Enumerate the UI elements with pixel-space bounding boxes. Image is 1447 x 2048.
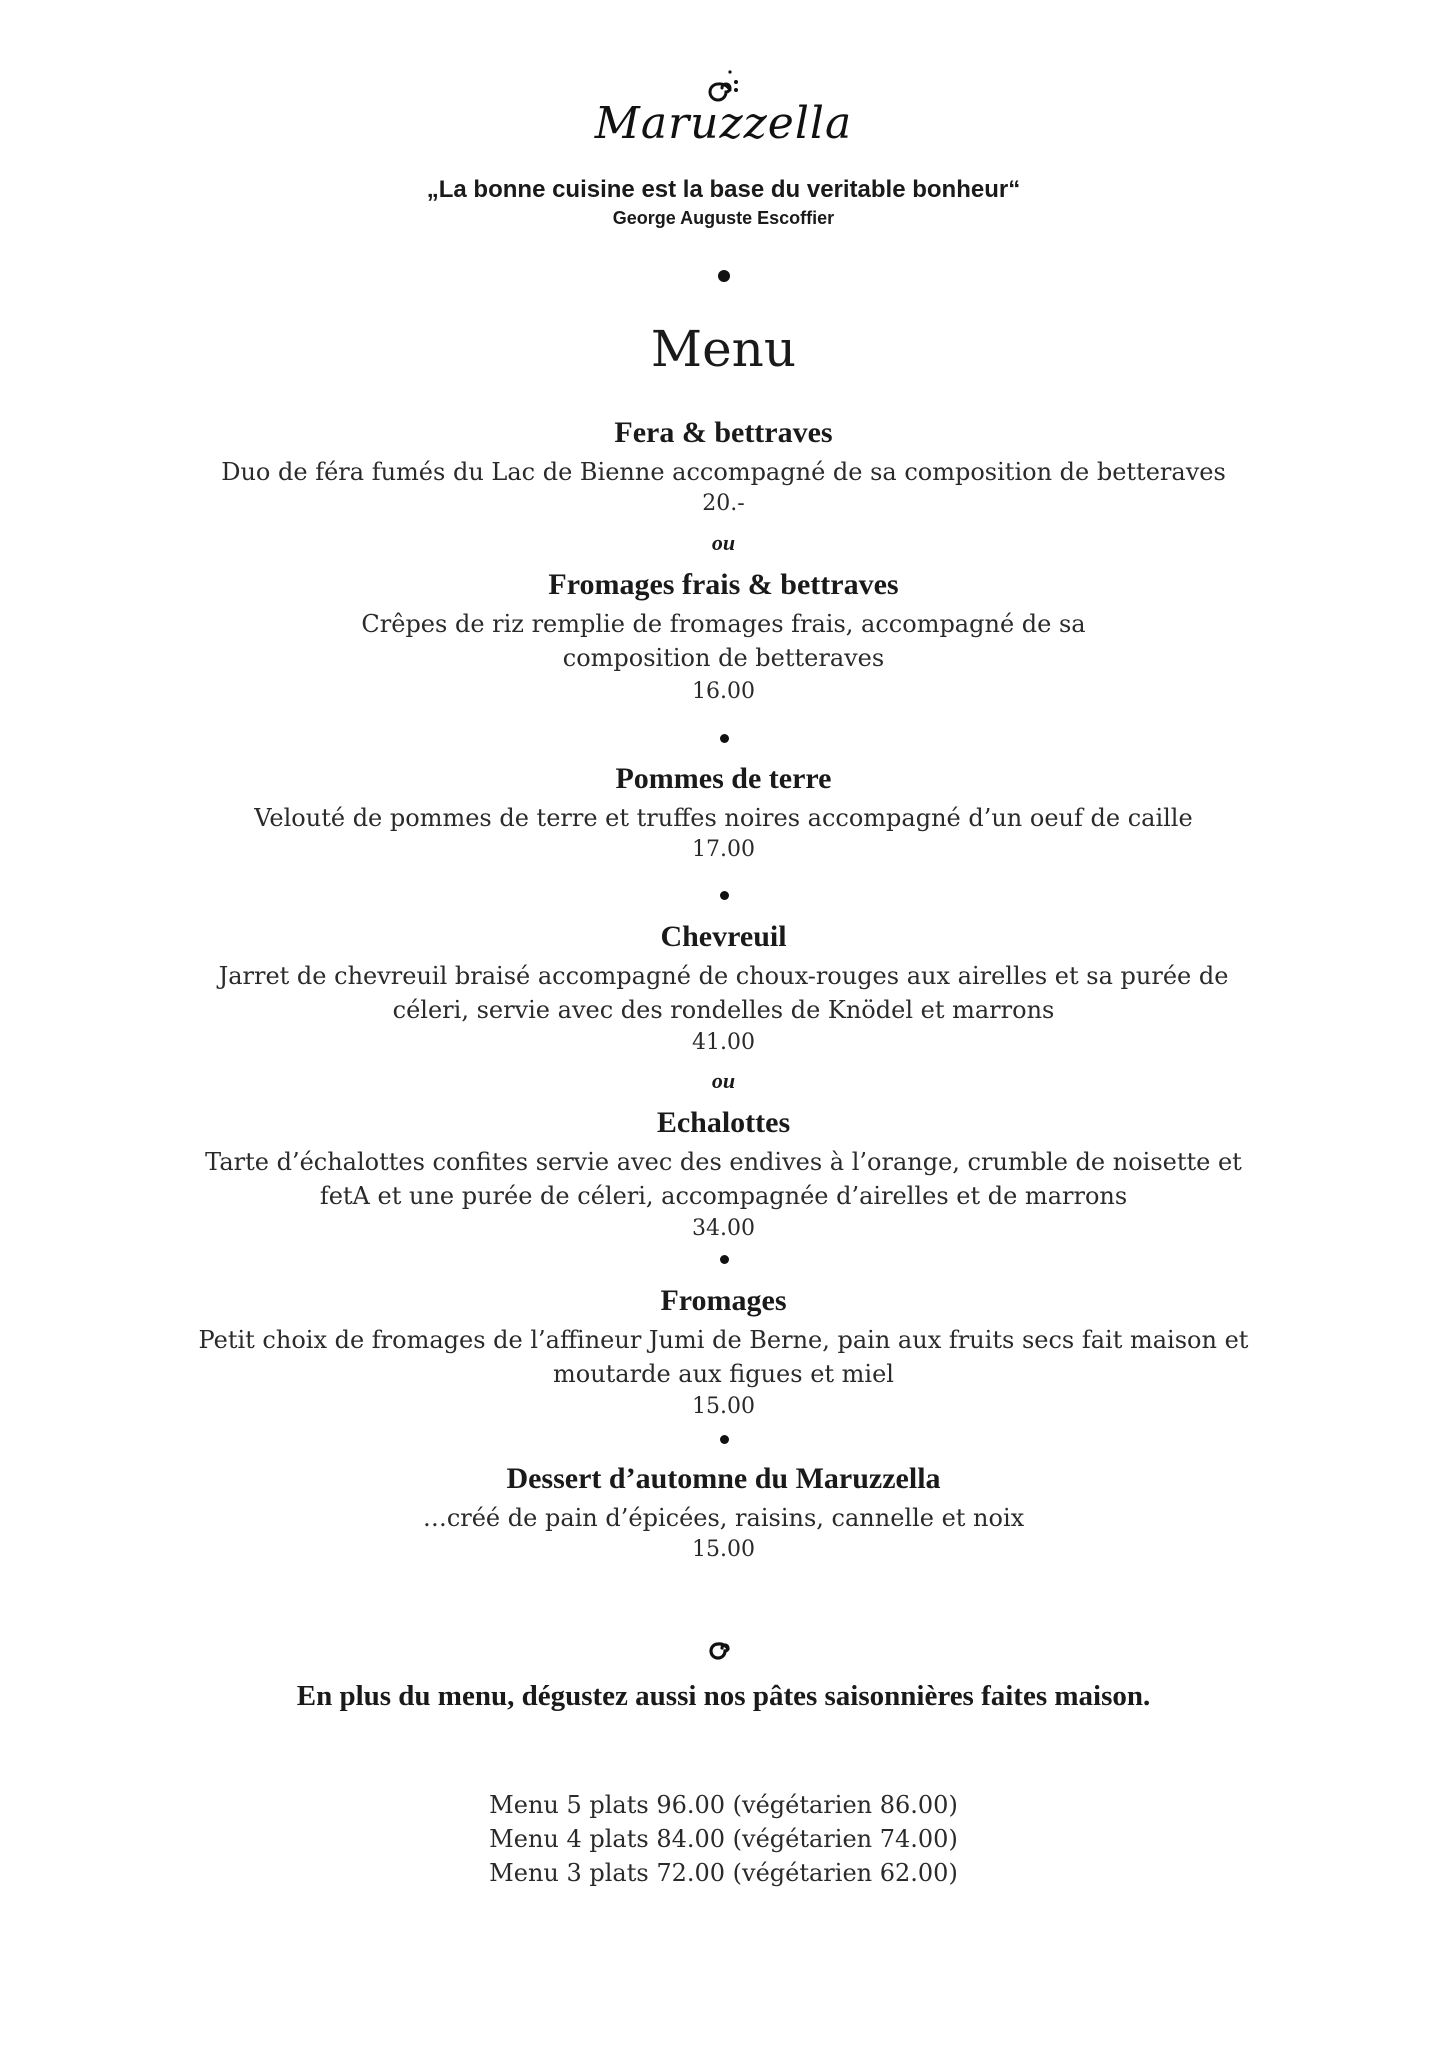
quote: „La bonne cuisine est la base du veritable bonheur“ <box>426 176 1021 203</box>
course-price: 16.00 <box>692 679 755 704</box>
course-title: Dessert d’automne du Maruzzella <box>506 1462 941 1495</box>
course-price: 20.- <box>702 491 745 516</box>
course-price: 15.00 <box>692 1537 755 1562</box>
or-separator: ou <box>711 1068 736 1093</box>
extra-note: En plus du menu, dégustez aussi nos pâtes saisonnières faites maison. <box>296 1680 1151 1712</box>
course-description: Petit choix de fromages de l’affineur Jumi de Berne, pain aux fruits secs fait maison et moutarde aux figues et miel <box>198 1326 1249 1388</box>
course-title: Fromages <box>660 1284 787 1317</box>
menu-title: Menu <box>650 320 797 378</box>
bullet-separator <box>720 734 729 743</box>
course-title: Chevreuil <box>660 920 787 953</box>
course-price: 34.00 <box>692 1216 755 1241</box>
course-description: Duo de féra fumés du Lac de Bienne accompagné de sa composition de betteraves <box>221 458 1226 486</box>
course-description: Velouté de pommes de terre et truffes noires accompagné d’un oeuf de caille <box>254 804 1193 832</box>
course-price: 17.00 <box>692 837 755 862</box>
or-separator: ou <box>711 530 736 555</box>
swirl-icon <box>0 1632 1447 1662</box>
bullet-separator <box>718 270 730 282</box>
course-price: 15.00 <box>692 1394 755 1419</box>
bullet-separator <box>720 891 729 900</box>
course-description: Jarret de chevreuil braisé accompagné de choux-rouges aux airelles et sa purée de céleri, servie avec des rondelles de Knödel et marrons <box>218 962 1229 1024</box>
course-title: Fromages frais & bettraves <box>548 568 899 601</box>
menu-offer: Menu 3 plats 72.00 (végétarien 62.00) <box>489 1859 958 1887</box>
brand-name: Maruzzella <box>594 98 853 149</box>
menu-offer: Menu 4 plats 84.00 (végétarien 74.00) <box>489 1825 958 1853</box>
course-title: Fera & bettraves <box>614 416 833 449</box>
course-title: Echalottes <box>656 1106 791 1139</box>
bullet-separator <box>720 1255 729 1264</box>
course-price: 41.00 <box>692 1030 755 1055</box>
quote-author: George Auguste Escoffier <box>612 208 835 228</box>
course-title: Pommes de terre <box>615 762 832 795</box>
bullet-separator <box>720 1435 729 1444</box>
course-description: Tarte d’échalottes confites servie avec des endives à l’orange, crumble de noisette et fetA et une purée de céleri, accompagnée d’airelles et de marrons <box>205 1148 1242 1210</box>
course-description: …créé de pain d’épicées, raisins, cannelle et noix <box>422 1504 1025 1532</box>
menu-offer: Menu 5 plats 96.00 (végétarien 86.00) <box>489 1791 958 1819</box>
course-description: Crêpes de riz remplie de fromages frais, accompagné de sa composition de betteraves <box>361 610 1086 672</box>
